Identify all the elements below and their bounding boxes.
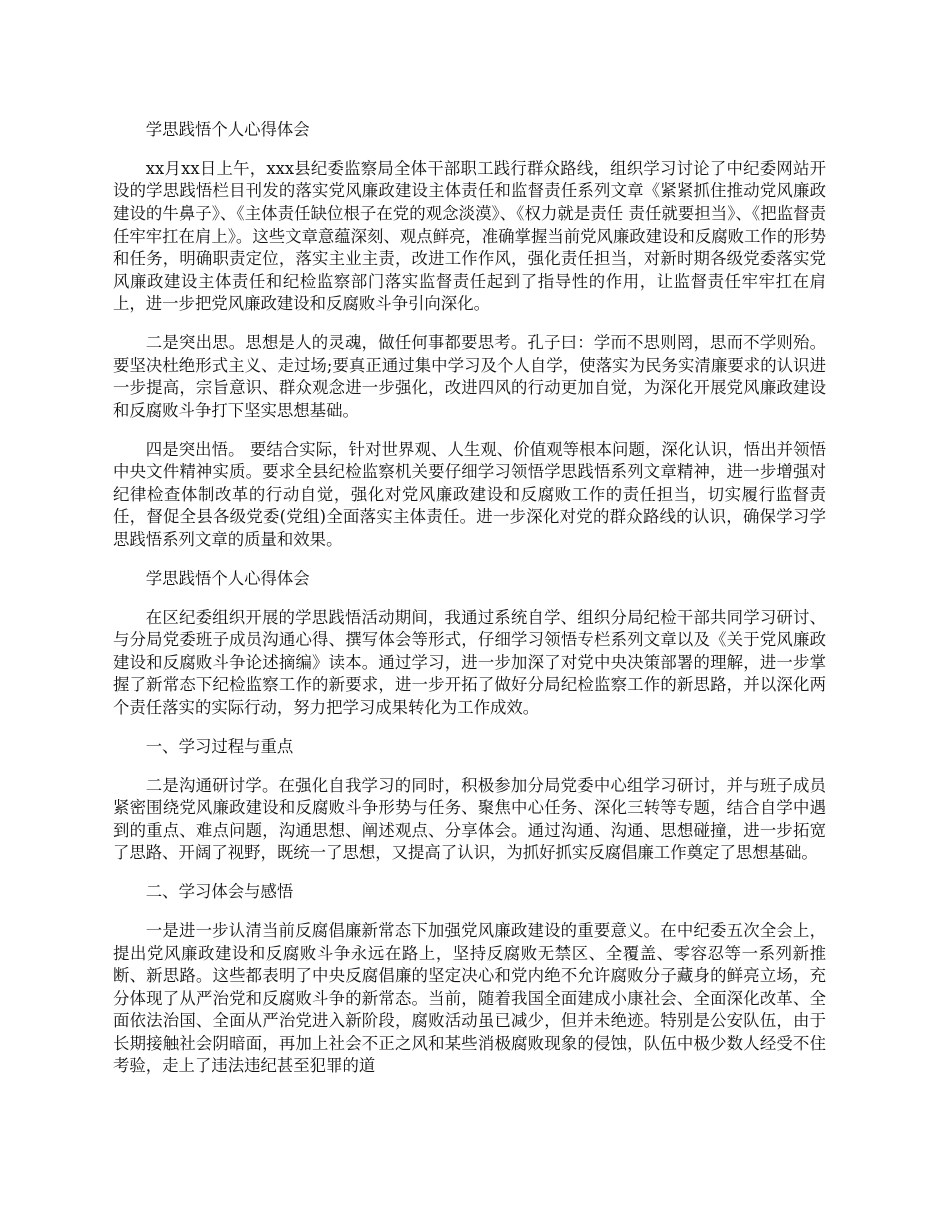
body-paragraph: 一是进一步认清当前反腐倡廉新常态下加强党风廉政建设的重要意义。在中纪委五次全会上，提出党风廉政建设和反腐败斗争永远在路上，坚持反腐败无禁区、全覆盖、零容忍等一系列新推断、新思路。这些都表明了中央反腐倡廉的坚定决心和党内绝不允许腐败分子藏身的鲜亮立场，充分体现了从严治党和反腐败斗争的新常态。当前，随着我国全面建成小康社会、全面深化改革、全面依法治国、全面从严治党进入新阶段，腐败活动虽已减少，但并未绝迹。特别是公安队伍，由于长期接触社会阴暗面，再加上社会不正之风和某些消极腐败现象的侵蚀，队伍中极少数人经受不住考验，走上了违法违纪甚至犯罪的道 [113,920,826,1076]
section-heading: 一、学习过程与重点 [145,736,294,756]
body-paragraph: 在区纪委组织开展的学思践悟活动期间，我通过系统自学、组织分局纪检干部共同学习研讨、与分局党委班子成员沟通心得、撰写体会等形式，仔细学习领悟专栏系列文章以及《关于党风廉政建设和反腐败斗争论述摘编》读本。通过学习，进一步加深了对党中央决策部署的理解，进一步掌握了新常态下纪检监察工作的新要求，进一步开拓了做好分局纪检监察工作的新思路，并以深化两个责任落实的实际行动，努力把学习成果转化为工作成效。 [113,607,826,717]
body-paragraph: 二是突出思。思想是人的灵魂，做任何事都要思考。孔子曰：学而不思则罔，思而不学则殆。要坚决杜绝形式主义、走过场;要真正通过集中学习及个人自学，使落实为民务实清廉要求的认识进一步提高，宗旨意识、群众观念进一步强化，改进四风的行动更加自觉，为深化开展党风廉政建设和反腐败斗争打下坚实思想基础。 [113,333,826,420]
body-paragraph: 四是突出悟。 要结合实际，针对世界观、人生观、价值观等根本问题，深化认识，悟出并领悟中央文件精神实质。要求全县纪检监察机关要仔细学习领悟学思践悟系列文章精神，进一步增强对纪律检查体制改革的行动自觉，强化对党风廉政建设和反腐败工作的责任担当，切实履行监督责任，督促全县各级党委(党组)全面落实主体责任。进一步深化对党的群众路线的认识，确保学习学思践悟系列文章的质量和效果。 [113,439,826,550]
body-paragraph: xx月xx日上午，xxx县纪委监察局全体干部职工践行群众路线，组织学习讨论了中纪委网站开设的学思践悟栏目刊发的落实党风廉政建设主体责任和监督责任系列文章《紧紧抓住推动党风廉政建设的牛鼻子》、《主体责任缺位根子在党的观念淡漠》、《权力就是责任 责任就要担当》、《把监督责任牢牢扛在肩上》。这些文章意蕴深刻、观点鲜亮，准确掌握当前党风廉政建设和反腐败工作的形势和任务，明确职责定位，落实主业主责，改进工作作风，强化责任担当，对新时期各级党委落实党风廉政建设主体责任和纪检监察部门落实监督责任起到了指导性的作用，让监督责任牢牢扛在肩上，进一步把党风廉政建设和反腐败斗争引向深化。 [113,158,826,314]
body-paragraph: 二是沟通研讨学。在强化自我学习的同时，积极参加分局党委中心组学习研讨，并与班子成员紧密围绕党风廉政建设和反腐败斗争形势与任务、聚焦中心任务、深化三转等专题，结合自学中遇到的重点、难点问题，沟通思想、阐述观点、分享体会。通过沟通、沟通、思想碰撞，进一步拓宽了思路、开阔了视野，既统一了思想，又提高了认识，为抓好抓实反腐倡廉工作奠定了思想基础。 [113,775,826,863]
document-page [113,119,826,1094]
section-heading: 二、学习体会与感悟 [145,882,294,902]
section-title: 学思践悟个人心得体会 [145,120,310,139]
section-title: 学思践悟个人心得体会 [145,568,310,588]
